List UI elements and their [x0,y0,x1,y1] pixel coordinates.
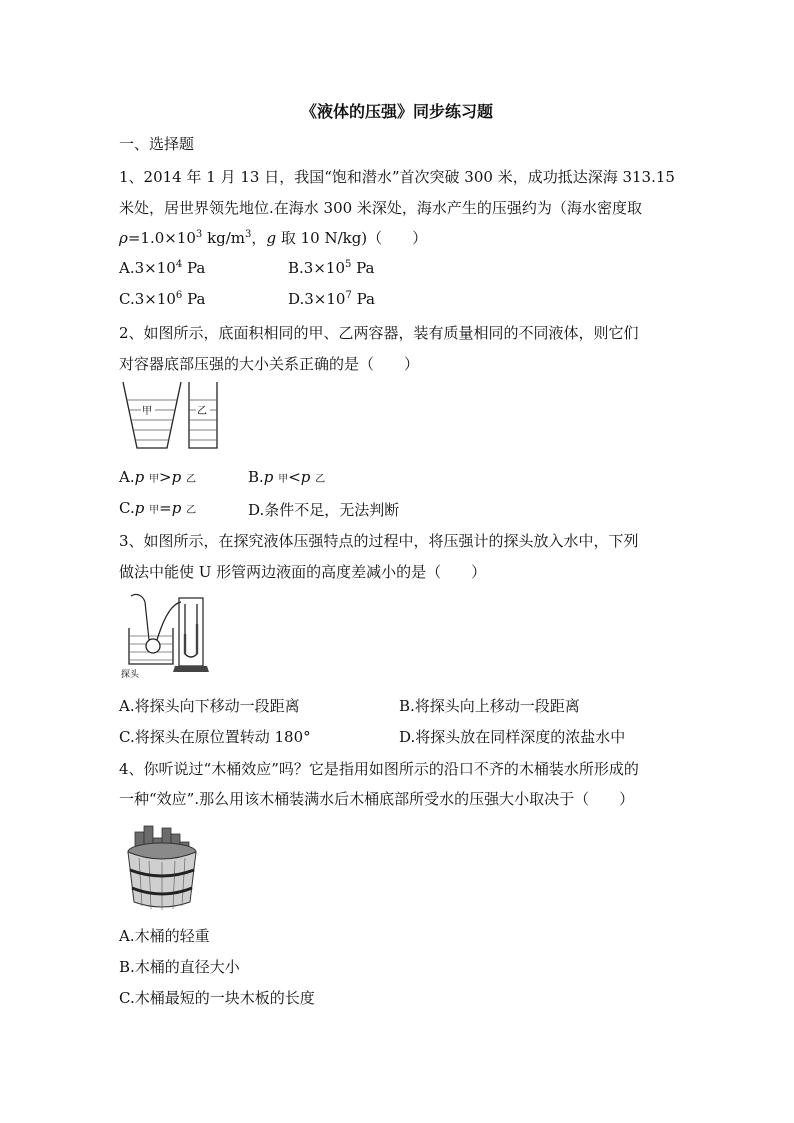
q3-line-1: 3、如图所示，在探究液体压强特点的过程中，将压强计的探头放入水中，下列 [119,532,639,550]
q1-line-3 [119,227,427,248]
q1-unit-exponent: 3 [245,229,252,240]
q2-option-c: C.p 甲=p 乙 [119,499,197,517]
q1-option-b: $B.3\times 10^5$ Pa [288,259,375,277]
q1-density-exponent: 3 [195,229,203,240]
q3-line-2: 做法中能使 U 形管两边液面的高度差减小的是（ ） [119,563,487,581]
q4-option-b: B.木桶的直径大小 [119,958,240,976]
q3-probe-label: 探头 [121,670,140,680]
q2-containers-figure [119,378,221,456]
g-symbol: g [266,229,277,247]
q3-pressure-gauge-figure [119,590,211,680]
rho-symbol: ρ [119,229,128,247]
q1-density-value: =1.0×10 [127,229,196,247]
q1-g-value: 取 10 N/kg)（ ） [276,229,428,247]
q2-option-b: B.p 甲<p 乙 [248,468,326,486]
q3-option-d: D.将探头放在同样深度的浓盐水中 [399,728,626,746]
q4-line-2: 一种“效应”.那么用该木桶装满水后木桶底部所受水的压强大小取决于（ ） [119,790,635,808]
document-title: 《液体的压强》同步练习题 [300,102,493,121]
q2-label-jia: 甲 [142,406,152,417]
q2-option-a: A.p 甲>p 乙 [119,468,196,486]
q2-option-d: D.条件不足，无法判断 [248,501,400,519]
q3-option-c: C.将探头在原位置转动 180° [119,728,311,746]
q1-line-1: 1、2014 年 1 月 13 日，我国“饱和潜水”首次突破 300 米，成功抵达深海 313.15 [119,168,675,186]
q3-option-a: A.将探头向下移动一段距离 [119,697,300,715]
q1-line-2: 米处，居世界领先地位.在海水 300 米深处，海水产生的压强约为（海水密度取 [119,199,642,217]
q4-wooden-bucket-figure [119,822,205,912]
q4-line-1: 4、你听说过“木桶效应”吗？它是指用如图所示的沿口不齐的木桶装水所形成的 [119,760,639,778]
q1-density-unit: kg/m [202,229,246,247]
q2-line-2: 对容器底部压强的大小关系正确的是（ ） [119,355,420,373]
q1-option-d: $D.3\times 10^7$ Pa [288,290,375,308]
q1-option-a: $A.3\times 10^4$ Pa [119,259,206,277]
q3-option-b: B.将探头向上移动一段距离 [399,697,580,715]
q2-line-1: 2、如图所示，底面积相同的甲、乙两容器，装有质量相同的不同液体，则它们 [119,324,639,342]
q4-option-c: C.木桶最短的一块木板的长度 [119,989,315,1007]
q1-comma: ， [251,229,267,247]
q1-option-c: $C.3\times 10^6$ Pa [119,290,206,308]
q2-label-yi: 乙 [197,406,207,417]
q4-option-a: A.木桶的轻重 [119,927,210,945]
section-heading: 一、选择题 [119,135,195,153]
